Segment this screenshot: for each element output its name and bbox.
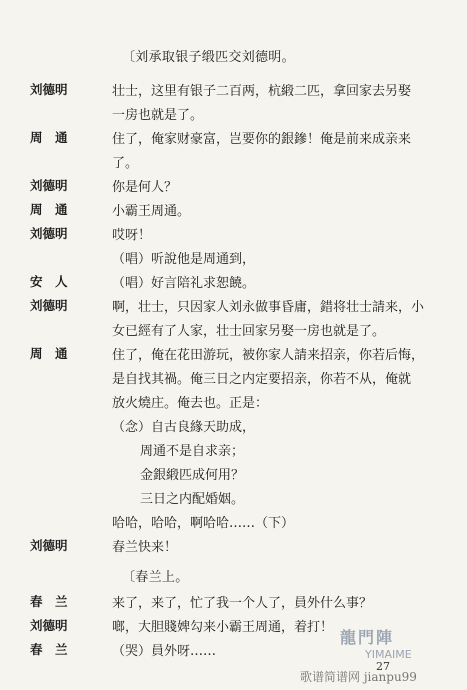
- dialogue-text: 女已經有了人家，壮士回家另娶一房也就是了。: [112, 324, 386, 339]
- dialogue-text: 小霸王周通。: [112, 204, 191, 219]
- dialogue-text: （唱）好言陪礼求恕饒。: [112, 276, 256, 291]
- speaker-name: 春 兰: [30, 594, 68, 609]
- dialogue-text: 了。: [112, 156, 139, 171]
- dialogue-text: 住了，俺家财豪富，岂要你的銀鏒！俺是前来成亲来: [112, 132, 412, 147]
- speaker-name: 周 通: [30, 130, 68, 145]
- laugh-exit-line: 哈哈，哈哈，啊哈哈……（下）: [112, 516, 295, 531]
- verse-line: 金銀緞匹成何用？: [140, 468, 245, 483]
- dialogue-text: 是自找其禍。俺三日之内定要招亲，你若不从，俺就: [112, 372, 412, 387]
- dialogue-text: 住了，俺在花田游玩，被你家人請来招亲，你若后悔，: [112, 348, 425, 363]
- stage-direction-top: 〔刘承取银子缎匹交刘德明。: [122, 50, 295, 65]
- speaker-name: 刘德明: [30, 538, 68, 553]
- speaker-name: 刘德明: [30, 298, 68, 313]
- dialogue-text: 哎呀！: [112, 228, 152, 243]
- dialogue-text: （哭）員外呀……: [112, 644, 217, 659]
- speaker-name: 刘德明: [30, 226, 68, 241]
- dialogue-text: 放火燒庄。俺去也。正是：: [112, 396, 269, 411]
- speaker-name: 周 通: [30, 346, 68, 361]
- speaker-name: 刘德明: [30, 178, 68, 193]
- verse-line: 周通不是自求亲；: [140, 444, 245, 459]
- footer-caption: 歌谱简谱网 jianpu99: [300, 670, 417, 684]
- dialogue-text: 春兰快来！: [112, 540, 178, 555]
- speaker-name: 刘德明: [30, 82, 68, 97]
- verse-line: 三日之内配婚姻。: [140, 492, 245, 507]
- dialogue-text: 啷，大胆賤婢勾来小霸王周通，着打！: [112, 620, 334, 635]
- stage-direction-mid: 〔春兰上。: [122, 570, 189, 585]
- dialogue-text: 壮士，这里有银子二百两，杭緞二匹，拿回家去另娶: [112, 84, 412, 99]
- watermark-logo: 龍門陣: [340, 628, 395, 647]
- dialogue-text: 你是何人？: [112, 180, 178, 195]
- dialogue-text: 啊，壮士，只因家人刘永做事昏庸，錯将壮士請来，小: [112, 300, 425, 315]
- speaker-name: 春 兰: [30, 642, 68, 657]
- watermark-site: YIMAIME: [365, 648, 412, 661]
- dialogue-text: 一房也就是了。: [112, 108, 204, 123]
- speaker-name: 周 通: [30, 202, 68, 217]
- dialogue-text: （唱）听說他是周通到，: [112, 252, 256, 267]
- speaker-name: 安 人: [30, 274, 68, 289]
- dialogue-text: 来了，来了，忙了我一个人了，員外什么事？: [112, 596, 373, 611]
- speaker-name: 刘德明: [30, 618, 68, 633]
- verse-line: （念）自古良緣天助成，: [112, 420, 256, 435]
- page-number: 27: [376, 660, 390, 673]
